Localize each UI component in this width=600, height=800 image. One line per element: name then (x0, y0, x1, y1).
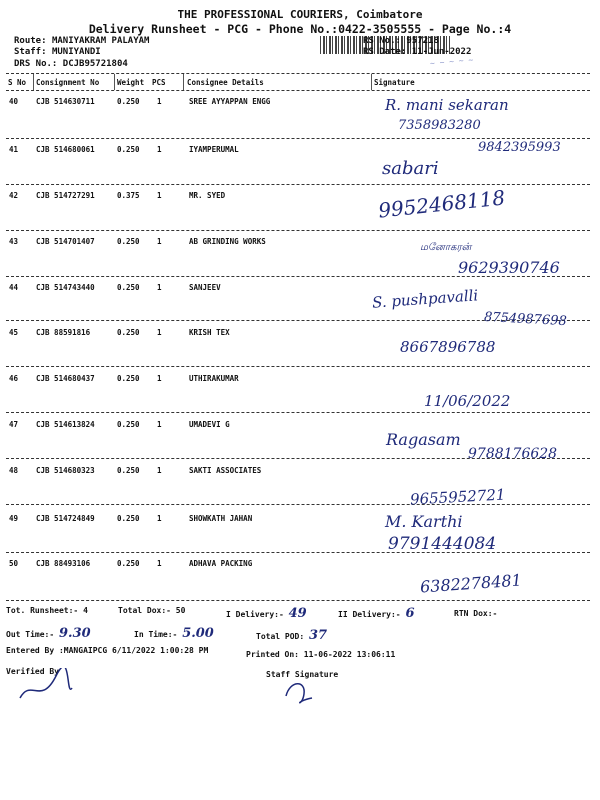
signature-handwriting: S. pushpavalli (371, 286, 479, 312)
verified-by: Verified By (6, 667, 59, 676)
signature-handwriting: R. mani sekaran (385, 96, 509, 114)
signature-date: 11/06/2022 (424, 392, 511, 410)
col-header-signature: Signature (374, 78, 415, 87)
row-divider (6, 412, 590, 413)
route-label: Route: (14, 36, 47, 46)
total-dox: Total Dox:- 50 (118, 606, 186, 615)
col-divider (371, 74, 372, 90)
out-time (6, 626, 91, 641)
i-delivery-value: 49 (288, 606, 307, 621)
staff-signature-mark (280, 676, 320, 706)
row-consignment-no: CJB 514680323 (36, 466, 95, 475)
row-sno: 45 (9, 328, 19, 337)
row-consignment-no: CJB 514724849 (36, 514, 95, 523)
row-sno: 47 (9, 420, 19, 429)
row-pcs: 1 (157, 283, 162, 292)
signature-phone: 8667896788 (400, 338, 496, 356)
drs-line (14, 59, 128, 69)
row-consignee: ADHAVA PACKING (189, 559, 253, 568)
staff-value: MUNIYANDI (51, 47, 101, 57)
row-weight: 0.250 (117, 237, 140, 246)
row-divider (6, 552, 590, 553)
signature-handwriting: Ragasam (386, 430, 461, 449)
staff-label: Staff: (14, 47, 47, 57)
signature-phone: 9791444084 (388, 534, 497, 554)
row-sno: 46 (9, 374, 19, 383)
row-sno: 40 (9, 97, 19, 106)
table-bottom-rule (6, 600, 590, 601)
rs-date-label: RS Date: (363, 47, 407, 57)
total-pod (256, 628, 327, 643)
rs-date-value: 11-Jun-2022 (411, 47, 472, 57)
row-consignment-no: CJB 514701407 (36, 237, 95, 246)
col-divider (183, 74, 184, 90)
staff-signature: Staff Signature (266, 670, 339, 679)
row-consignment-no: CJB 514680061 (36, 145, 95, 154)
row-sno: 44 (9, 283, 19, 292)
row-weight: 0.375 (117, 191, 140, 200)
row-sno: 48 (9, 466, 19, 475)
i-delivery-label: I Delivery:- (226, 610, 284, 619)
col-header-pcs: PCS (152, 78, 166, 87)
route-value: MANIYAKRAM PALAYAM (51, 36, 150, 46)
row-weight: 0.250 (117, 328, 140, 337)
row-sno: 43 (9, 237, 19, 246)
row-consignment-no: CJB 88591816 (36, 328, 91, 337)
verifier-signature-mark (16, 668, 76, 708)
in-time-label: In Time:- (134, 630, 178, 639)
col-header-consignment-no: Consignment No (36, 78, 100, 87)
document-title: THE PROFESSIONAL COURIERS, Coimbatore (177, 8, 423, 21)
row-consignee: SAKTI ASSOCIATES (189, 466, 262, 475)
in-time-value: 5.00 (182, 626, 214, 641)
entered-by: Entered By :MANGAIPCG 6/11/2022 1:00:28 PM (6, 646, 209, 655)
rs-no-label: RS No.: (363, 36, 401, 46)
i-delivery (226, 606, 307, 621)
signature-phone: 9655952721 (409, 485, 506, 509)
row-consignee: IYAMPERUMAL (189, 145, 239, 154)
drs-label: DRS No.: (14, 59, 58, 69)
col-header-weight: Weight (117, 78, 145, 87)
in-time (134, 626, 214, 641)
row-consignee: UMADEVI G (189, 420, 230, 429)
row-sno: 49 (9, 514, 19, 523)
row-consignee: MR. SYED (189, 191, 226, 200)
total-runsheet: Tot. Runsheet:- 4 (6, 606, 88, 615)
row-consignee: KRISH TEX (189, 328, 230, 337)
out-time-label: Out Time:- (6, 630, 55, 639)
document-subtitle: Delivery Runsheet - PCG - Phone No.:0422-3505555 - Page No.:4 (88, 22, 512, 36)
rs-date-line (363, 47, 471, 57)
row-weight: 0.250 (117, 283, 140, 292)
signature-handwriting: மனோகரன் (420, 242, 472, 253)
row-weight: 0.250 (117, 97, 140, 106)
row-weight: 0.250 (117, 466, 140, 475)
ink-stamp: ~ ~ ~ ~ ~ (429, 55, 474, 69)
row-consignment-no: CJB 514727291 (36, 191, 95, 200)
signature-handwriting: M. Karthi (385, 512, 463, 531)
row-sno: 41 (9, 145, 19, 154)
row-consignee: AB GRINDING WORKS (189, 237, 266, 246)
row-consignment-no: CJB 514613824 (36, 420, 95, 429)
row-pcs: 1 (157, 420, 162, 429)
rs-no-line (363, 36, 439, 46)
row-consignment-no: CJB 514680437 (36, 374, 95, 383)
signature-handwriting: sabari (382, 158, 439, 179)
row-divider (6, 230, 590, 231)
signature-phone: 9629390746 (458, 258, 560, 277)
row-consignment-no: CJB 514743440 (36, 283, 95, 292)
printed-on: Printed On: 11-06-2022 13:06:11 (246, 650, 396, 659)
row-divider (6, 138, 590, 139)
staff-line (14, 47, 101, 57)
signature-phone: 7358983280 (398, 118, 481, 133)
ii-delivery-label: II Delivery:- (338, 610, 401, 619)
row-consignee: SANJEEV (189, 283, 221, 292)
rtn-dox: RTN Dox:- (454, 609, 498, 618)
table-header-rule (6, 90, 590, 91)
row-pcs: 1 (157, 559, 162, 568)
row-pcs: 1 (157, 466, 162, 475)
total-pod-value: 37 (309, 628, 328, 643)
row-pcs: 1 (157, 328, 162, 337)
row-consignee: SHOWKATH JAHAN (189, 514, 253, 523)
rs-no-value: 957218 (406, 36, 439, 46)
row-weight: 0.250 (117, 514, 140, 523)
col-header-sno: S No (8, 78, 27, 87)
row-weight: 0.250 (117, 145, 140, 154)
drs-value: DCJB95721804 (62, 59, 128, 69)
col-divider (33, 74, 34, 90)
row-consignment-no: CJB 88493106 (36, 559, 91, 568)
row-weight: 0.250 (117, 374, 140, 383)
row-pcs: 1 (157, 374, 162, 383)
table-top-rule (6, 73, 590, 74)
row-consignee: UTHIRAKUMAR (189, 374, 239, 383)
row-weight: 0.250 (117, 420, 140, 429)
ii-delivery-value: 6 (405, 606, 415, 621)
signature-phone: 9788176628 (468, 446, 558, 462)
col-divider (114, 74, 115, 90)
row-pcs: 1 (157, 145, 162, 154)
row-pcs: 1 (157, 97, 162, 106)
row-sno: 42 (9, 191, 19, 200)
signature-phone: 6382278481 (419, 570, 523, 597)
row-divider (6, 504, 590, 505)
signature-phone: 9842395993 (478, 140, 561, 155)
route-line (14, 36, 149, 46)
row-pcs: 1 (157, 237, 162, 246)
signature-phone: 8754987698 (483, 309, 568, 330)
col-header-consignee: Consignee Details (187, 78, 264, 87)
total-pod-label: Total POD: (256, 632, 305, 641)
row-sno: 50 (9, 559, 19, 568)
row-pcs: 1 (157, 191, 162, 200)
row-consignment-no: CJB 514630711 (36, 97, 95, 106)
row-divider (6, 366, 590, 367)
row-consignee: SREE AYYAPPAN ENGG (189, 97, 271, 106)
row-pcs: 1 (157, 514, 162, 523)
out-time-value: 9.30 (59, 626, 91, 641)
row-weight: 0.250 (117, 559, 140, 568)
ii-delivery (338, 606, 415, 621)
signature-handwriting: 9952468118 (377, 185, 507, 223)
